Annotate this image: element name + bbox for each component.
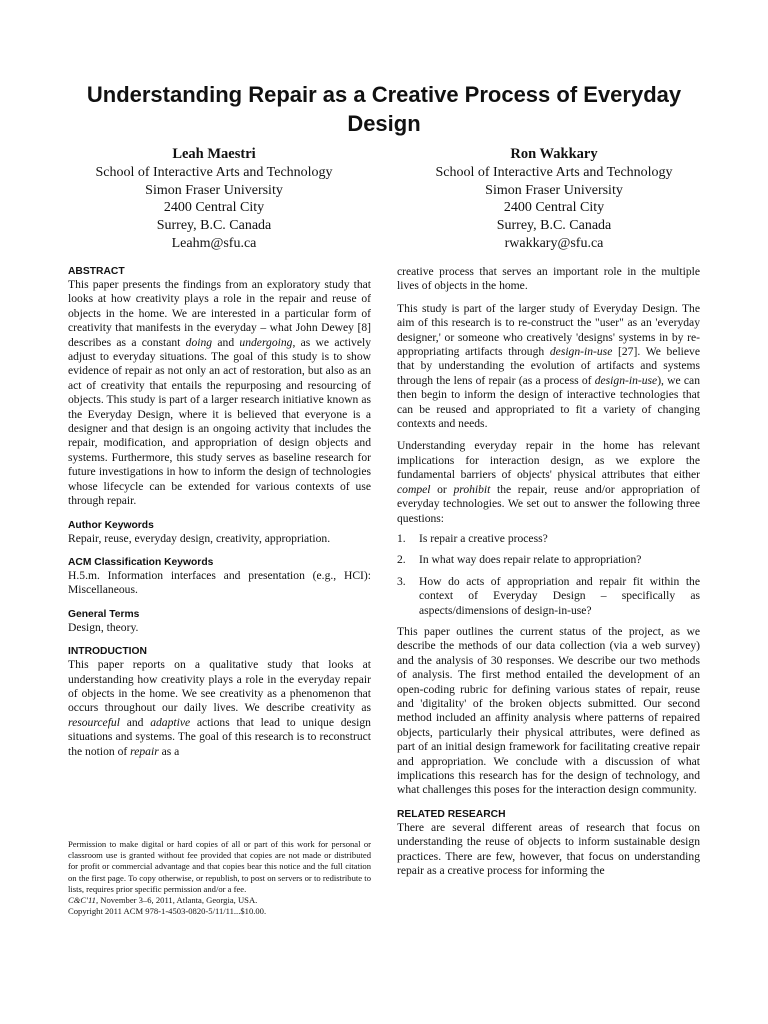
author-affiliation: School of Interactive Arts and Technology	[435, 164, 673, 180]
introduction-text: This paper reports on a qualitative study that looks at understanding how creativity plays a role in the everyday repair of objects in the home. We see creativity as a phenomenon that occurs throughout our daily lives. We describe creativity as resourceful and adaptive actions that lead to unique design situations and systems. The goal of this research is to reconstruct the notion of repair as a	[68, 658, 371, 758]
list-item: 3. How do acts of appropriation and repair fit within the context of Everyday Design – specifically as aspects/dimensions of design-in-use?	[397, 574, 700, 617]
related-research-heading: RELATED RESEARCH	[397, 808, 506, 820]
list-item: 1. Is repair a creative process?	[397, 531, 548, 545]
author-email: rwakkary@sfu.ca	[504, 235, 604, 251]
permission-notice	[68, 839, 371, 917]
author-email: Leahm@sfu.ca	[171, 235, 257, 251]
author-address: 2400 Central City	[163, 200, 265, 216]
author-block-1	[64, 146, 364, 253]
permission-text: Permission to make digital or hard copies of all or part of this work for personal or classroom use is granted without fee provided that copies are not made or distributed for profit or commercial advantage and that copies bear this notice and the full citation on the first page. To copy otherwise, or republish, to post on servers or to redistribute to lists, requires prior specific permission and/or a fee.	[68, 839, 371, 894]
left-column	[68, 265, 371, 759]
abstract-heading: ABSTRACT	[68, 266, 125, 277]
body-paragraph: This study is part of the larger study of Everyday Design. The aim of this research is to re-construct the "user" as an 'everyday designer,' or someone who creatively 'designs' systems in by re-appropriating artifacts through design-in-use [27]. We believe that by understanding the evolution of artifacts and systems through the lens of repair (as a process of design-in-use), we can then begin to inform the design of interactive technologies that can be reused and appropriated to fit a variety of changing contexts and needs.	[397, 301, 701, 431]
acm-keywords-heading: ACM Classification Keywords	[68, 556, 214, 568]
author-address: 2400 Central City	[503, 200, 605, 216]
body-paragraph: This paper outlines the current status of the project, as we describe the methods of our data collection (via a web survey) and the analysis of 30 responses. We describe our two methods of analysis. The first method entailed the development of an open-coding rubric for defining various states of repair, reuse and 'digitality' of the broken objects submitted. Our second method included an affinity analysis where patterns of repaired objects, particularly their physical attributes, were defined as part of an initial design framework for facilitating creative repair and appropriation. We conclude with a discussion of what implications this research has for the design of technology, and what challenges this poses for the interaction design community.	[397, 624, 700, 797]
acm-keywords-text: H.5.m. Information interfaces and presentation (e.g., HCI): Miscellaneous.	[68, 568, 371, 597]
general-terms-heading: General Terms	[68, 608, 140, 620]
conference-info: C&C'11, November 3–6, 2011, Atlanta, Georgia, USA.	[68, 895, 258, 906]
author-keywords-text: Repair, reuse, everyday design, creativity, appropriation.	[68, 531, 331, 545]
author-keywords-heading: Author Keywords	[68, 519, 154, 531]
author-block-2	[404, 146, 704, 253]
abstract-text: This paper presents the findings from an exploratory study that looks at how creativity plays a role in the repair and reuse of objects in the home. We are interested in a particular form of creativity that manifests in the everyday – what John Dewey [8] describes as a constant doing and undergoing, as we actively adjust to everyday situations. The goal of this study is to show evidence of repair as not only an act of restoration, but also as an act of creativity that entails the repurposing and resourcing of objects. This study is part of a larger research initiative known as the Everyday Design, where it is believed that everyone is a designer and that design is an ongoing activity that includes the repair, modification, and appropriation of design objects and systems. Furthermore, this study serves as baseline research for future investigations in how to inform the design of technologies whose lifecycle can be extended for various contexts of use through repair.	[68, 278, 372, 508]
author-city: Surrey, B.C. Canada	[496, 218, 612, 234]
author-university: Simon Fraser University	[485, 182, 623, 198]
list-item: 2. In what way does repair relate to appropriation?	[397, 553, 642, 567]
continued-paragraph: creative process that serves an important role in the multiple lives of objects in the home.	[397, 265, 700, 293]
author-city: Surrey, B.C. Canada	[156, 218, 272, 234]
general-terms-text: Design, theory.	[68, 620, 139, 634]
right-column	[397, 265, 700, 878]
author-university: Simon Fraser University	[145, 182, 283, 198]
paper-title: Understanding Repair as a Creative Process of Everyday Design	[86, 82, 682, 136]
author-name: Leah Maestri	[172, 146, 256, 162]
copyright-text: Copyright 2011 ACM 978-1-4503-0820-5/11/11...$10.00.	[68, 906, 267, 917]
author-affiliation: School of Interactive Arts and Technology	[95, 164, 333, 180]
related-research-text: There are several different areas of research that focus on understanding the reuse of objects to inform sustainable design practices. There are few, however, that focus on understanding repair as a creative process for informing the	[397, 820, 700, 878]
author-name: Ron Wakkary	[510, 146, 598, 162]
questions-list	[397, 532, 700, 618]
body-paragraph: Understanding everyday repair in the home has relevant implications for interaction design, as we explore the fundamental barriers of objects' physical attributes that either compel or prohibit the repair, reuse and/or appropriation of everyday technologies. We set out to answer the following three questions:	[397, 439, 700, 525]
introduction-heading: INTRODUCTION	[68, 646, 147, 658]
